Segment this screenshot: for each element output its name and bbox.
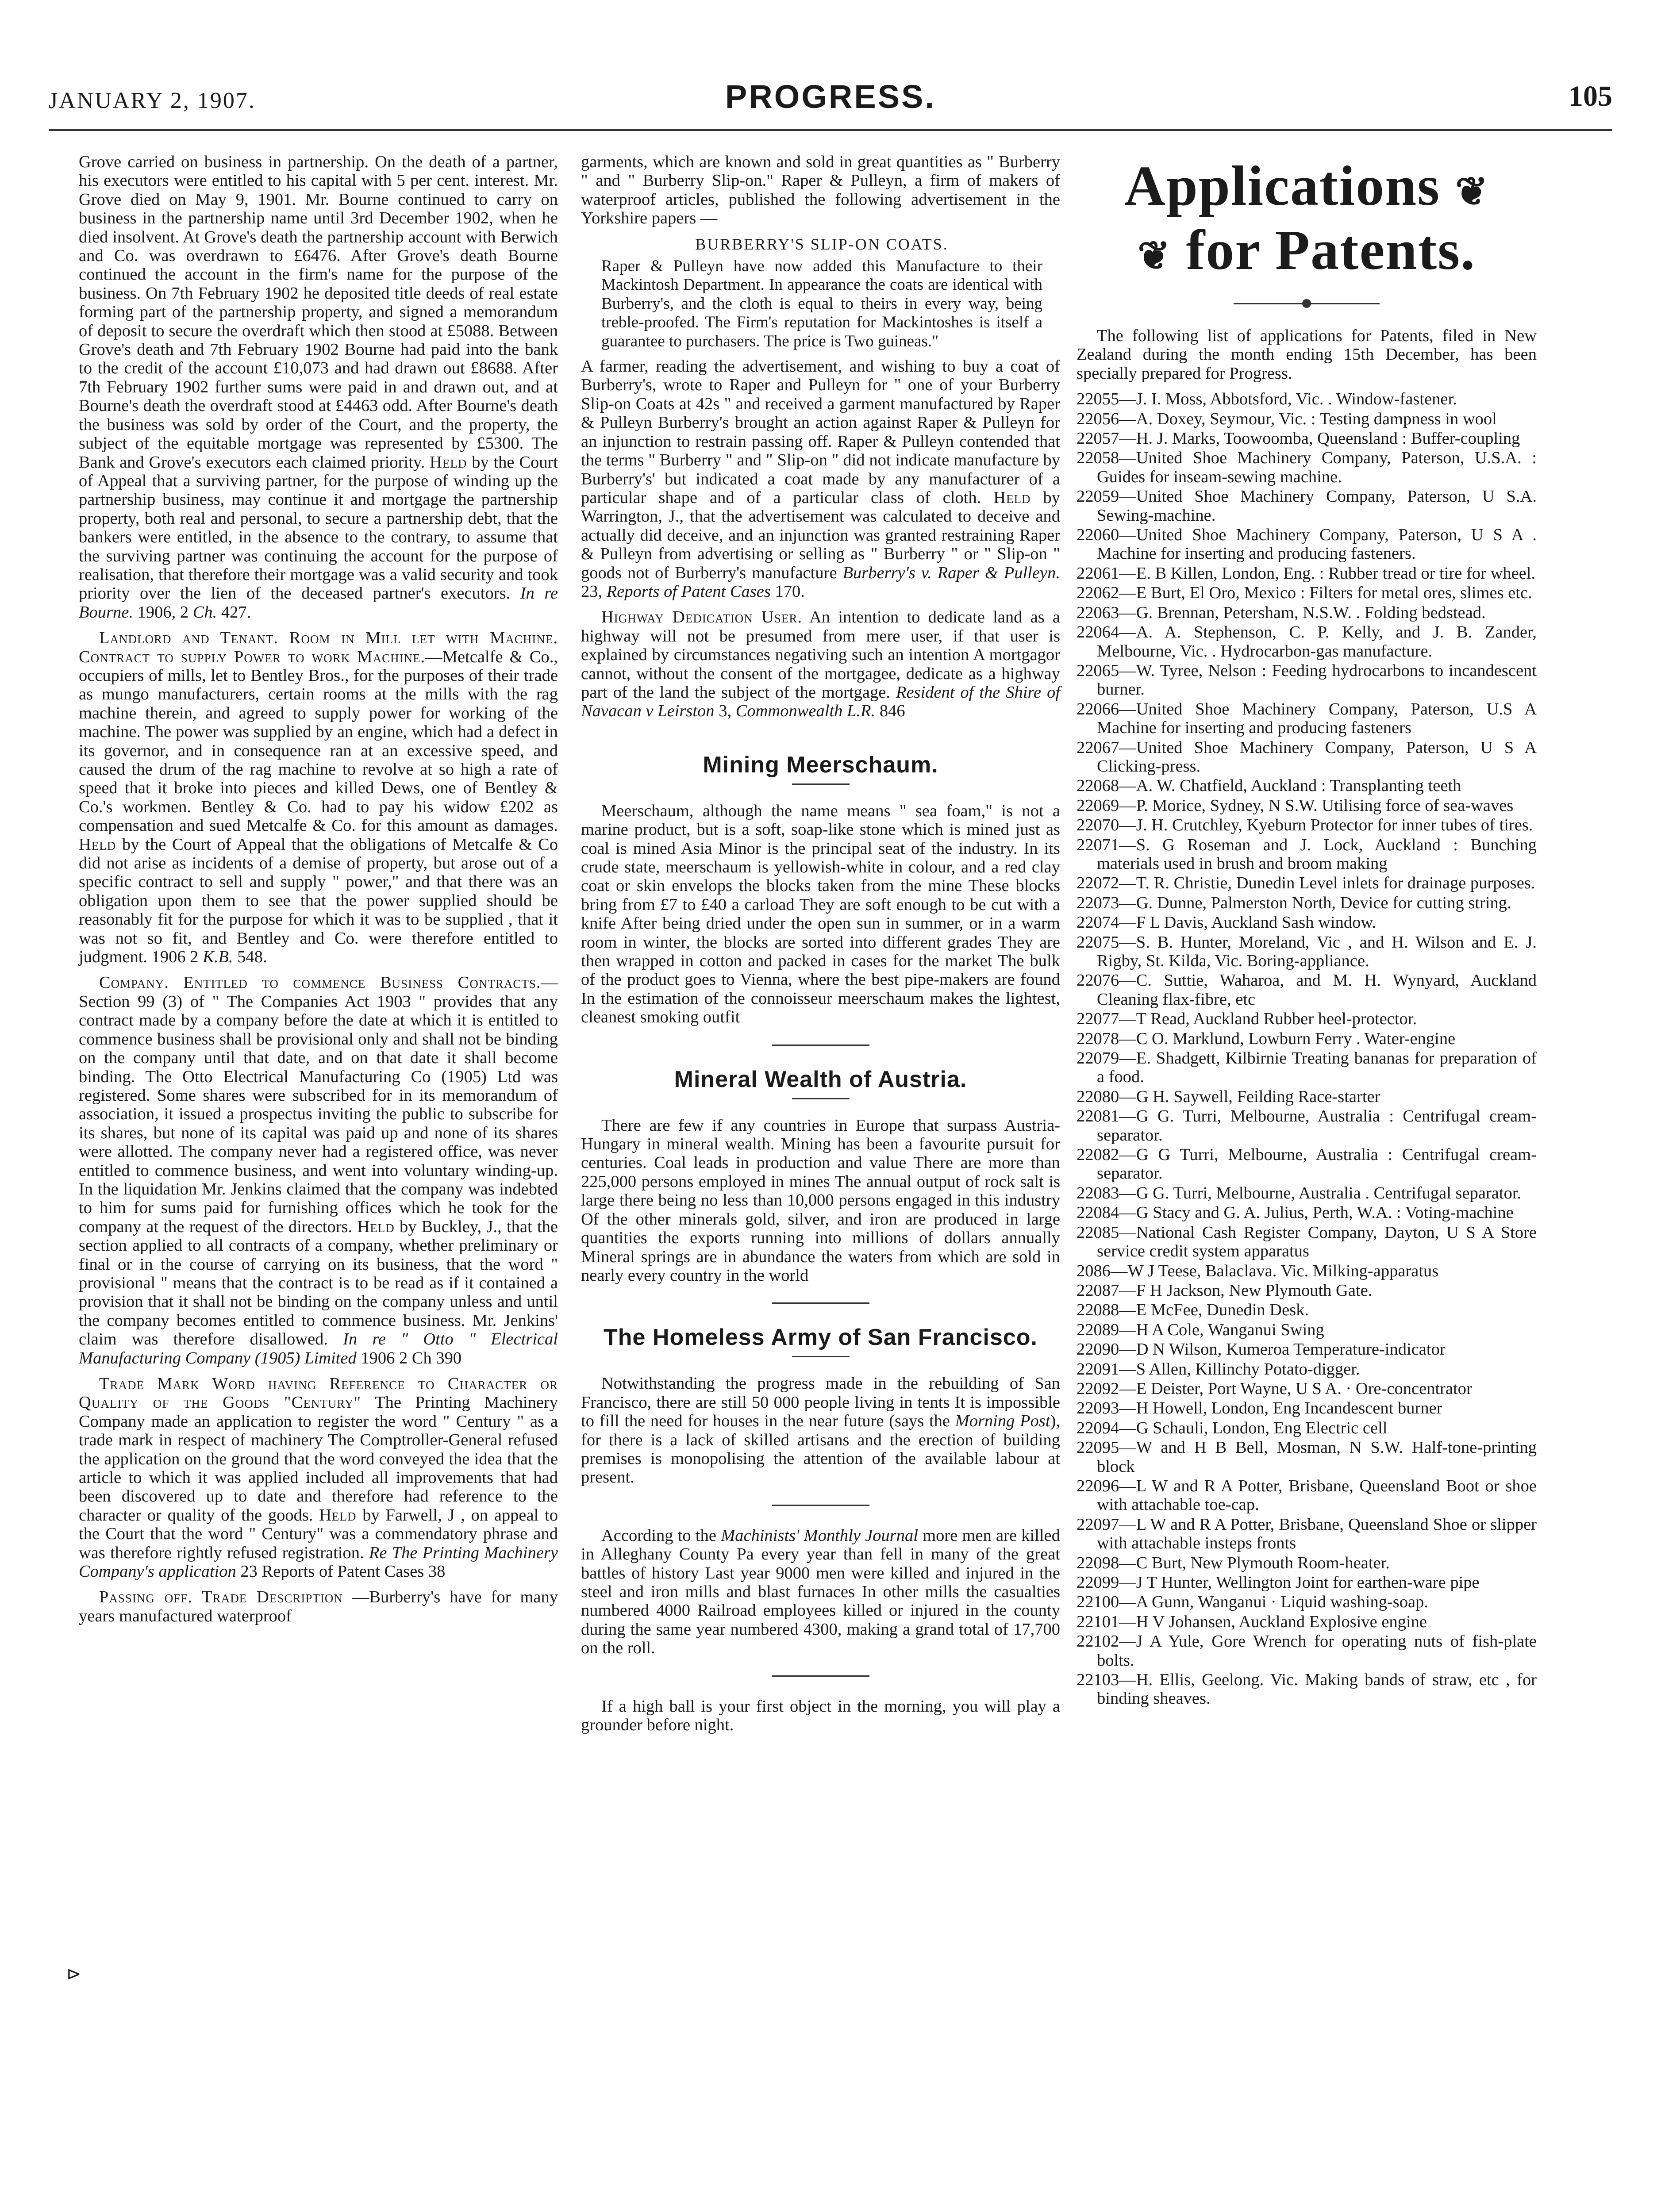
patent-entry: 22078—C O. Marklund, Lowburn Ferry . Water-engine — [1077, 1029, 1456, 1048]
patent-entry: 22098—C Burt, New Plymouth Room-heater. — [1077, 1553, 1390, 1572]
patents-heading-line2: for Patents. — [1186, 219, 1476, 281]
article-burberry: A farmer, reading the advertisement, and wishing to buy a coat of Burberry's, wrote to Raper and Pulleyn for " one of your Burberry Slip-on Coats at 42s " and received a garment manufactured by Raper & Pulleyn Burberry's brought an action against Raper & Pulleyn for an injunction to restrain passing off. Raper & Pulleyn contended that the terms " Burberry " and " Slip-on " did not indicate manufacture by Burberry's' but indicated a coat made by any manufacturer of a particular shape and of a particular class of cloth. Held by Warrington, J., that the advertisement was calculated to deceive and actually did deceive, and an injunction was granted restraining Raper & Pulleyn from advertising or selling as " Burberry " or " Slip-on " goods not of Burberry's manufacture Burberry's v. Raper & Pulleyn. 23, Reports of Patent Cases 170. — [581, 357, 1061, 601]
patent-entry: 22084—G Stacy and G. A. Julius, Perth, W.A. : Voting-machine — [1077, 1203, 1514, 1222]
ornament-icon: ❦ — [1455, 171, 1489, 214]
patent-entry: 22063—G. Brennan, Petersham, N.S.W. . Folding bedstead. — [1077, 603, 1486, 622]
ornament-icon: ❦ — [1137, 235, 1171, 278]
patent-entry: 22076—C. Suttie, Waharoa, and M. H. Wynyard, Auckland Cleaning flax-fibre, etc — [1077, 971, 1537, 1009]
patent-entry: 2086—W J Teese, Balaclava. Vic. Milking-apparatus — [1077, 1261, 1439, 1280]
patent-entry: 22089—H A Cole, Wanganui Swing — [1077, 1320, 1324, 1339]
article-trade-mark: Trade Mark Word having Reference to Character or Quality of the Goods "Century" The Printing Machinery Company made an application to register the word " Century " as a trade mark in respect of machinery The Comptroller-General refused the application on the ground that the word conveyed the idea that the article to which it was applied included all improvements that had been discovered up to date and therefore had reference to the character or quality of the goods. Held by Farwell, J , on appeal to the Court that the word " Century" was a commendatory phrase and was therefore rightly refused registration. Re The Printing Machinery Company's application 23 Reports of Patent Cases 38 — [79, 1375, 558, 1581]
patent-list — [1077, 390, 1537, 1708]
patent-entry: 22081—G G. Turri, Melbourne, Australia : Centrifugal cream-separator. — [1077, 1107, 1537, 1144]
column-right — [1077, 153, 1537, 1709]
patents-heading-rule — [1234, 303, 1380, 304]
patent-entry: 22059—United Shoe Machinery Company, Paterson, U S.A. Sewing-machine. — [1077, 487, 1537, 525]
burberry-advertisement-quote — [601, 235, 1042, 351]
patent-entry: 22055—J. I. Moss, Abbotsford, Vic. . Window-fastener. — [1077, 390, 1457, 409]
patent-entry: 22077—T Read, Auckland Rubber heel-protector. — [1077, 1010, 1417, 1029]
section-rule — [772, 1302, 869, 1304]
column-left — [79, 153, 558, 1632]
patent-entry: 22072—T. R. Christie, Dunedin Level inlets for drainage purposes. — [1077, 874, 1535, 893]
article-homeless-army: Notwithstanding the progress made in the rebuilding of San Francisco, there are still 50 000 people living in tents It is impossible to fill the need for houses in the near future (says the Morning Post), for there is a lack of skilled artisans and the erection of building premises is monopolising the attention of the available labour at present. — [581, 1374, 1060, 1487]
patent-entry: 22094—G Schauli, London, Eng Electric cell — [1077, 1418, 1388, 1437]
patent-entry: 22056—A. Doxey, Seymour, Vic. : Testing dampness in wool — [1077, 409, 1497, 428]
patent-entry: 22074—F L Davis, Auckland Sash window. — [1077, 913, 1376, 932]
patent-entry: 22099—J T Hunter, Wellington Joint for earthen-ware pipe — [1077, 1573, 1480, 1592]
patent-entry: 22091—S Allen, Killinchy Potato-digger. — [1077, 1359, 1360, 1379]
patent-entry: 22070—J. H. Crutchley, Kyeburn Protector for inner tubes of tires. — [1077, 816, 1533, 835]
patent-entry: 22060—United Shoe Machinery Company, Paterson, U S A . Machine for inserting and producing fasteners. — [1077, 526, 1537, 563]
patent-entry: 22093—H Howell, London, Eng Incandescent burner — [1077, 1399, 1442, 1418]
patent-entry: 22071—S. G Roseman and J. Lock, Auckland : Bunching materials used in brush and broom making — [1077, 835, 1537, 873]
section-rule — [772, 1045, 869, 1046]
patent-entry: 22075—S. B. Hunter, Moreland, Vic , and H. Wilson and E. J. Rigby, St. Kilda, Vic. Boring-appliance. — [1077, 933, 1537, 970]
margin-mark: ⊳ — [66, 1964, 81, 1984]
section-rule — [772, 1505, 869, 1506]
article-machinists: According to the Machinists' Monthly Journal more men are killed in Alleghany County Pa every year than fell in many of the great battles of history Last year 9000 men were killed and injured in the steel and iron mills and blast furnaces In other mills the casualties numbered 4000 Railroad employees killed or injured in the county during the same year numbered 4300, making a grand total of 17,700 on the roll. — [581, 1526, 1060, 1658]
patent-entry: 22101—H V Johansen, Auckland Explosive engine — [1077, 1612, 1427, 1631]
patent-entry: 22085—National Cash Register Company, Dayton, U S A Store service credit system apparatus — [1077, 1223, 1537, 1261]
patent-entry: 22096—L W and R A Potter, Brisbane, Queensland Boot or shoe with attachable toe-cap. — [1077, 1476, 1537, 1514]
patent-entry: 22067—United Shoe Machinery Company, Paterson, U S A Clicking-press. — [1077, 738, 1537, 776]
quote-heading: BURBERRY'S SLIP-ON COATS. — [695, 235, 949, 253]
page-number: 105 — [1569, 80, 1612, 112]
patent-entry: 22092—E Deister, Port Wayne, U S A. · Ore-concentrator — [1077, 1379, 1472, 1398]
heading-rule — [792, 783, 850, 785]
patents-intro: The following list of applications for Patents, filed in New Zealand during the month ending 15th December, has been specially prepared for Progress. — [1077, 326, 1537, 383]
column-middle — [581, 153, 1060, 1741]
article-mineral-wealth: There are few if any countries in Europe that surpass Austria-Hungary in mineral wealth. Mining has been a favourite pursuit for centuries. Coal leads in production and value There are more than 225,000 persons employed in mines The annual output of rock salt is large there being no less than 10,000 persons engaged in this industry Of the other minerals gold, silver, and iron are produced in large quantities the exports running into millions of dollars annually Mineral springs are in abundance the waters from which are sold in nearly every country in the world — [581, 1116, 1060, 1285]
patents-heading — [1077, 154, 1537, 285]
patent-entry: 22057—H. J. Marks, Toowoomba, Queensland : Buffer-coupling — [1077, 429, 1520, 448]
heading-rule — [792, 1098, 850, 1099]
patent-entry: 22064—A. A. Stephenson, C. P. Kelly, and J. B. Zander, Melbourne, Vic. . Hydrocarbon-gas manufacture. — [1077, 623, 1537, 661]
patent-entry: 22069—P. Morice, Sydney, N S.W. Utilising force of sea-waves — [1077, 796, 1514, 815]
article-mining-meerschaum: Meerschaum, although the name means " sea foam," is not a marine product, but is a soft, soap-like stone which is mined just as coal is mined Asia Minor is the principal seat of the industry. In its crude state, meerschaum is yellowish-white in colour, and a red clay coat or skin envelops the blocks taken from the mine These blocks bring from £7 to £40 a carload They are soft enough to be cut with a knife After being dried under the open sun in summer, or in a warm room in winter, the blocks are sorted into different grades They are then wrapped in cotton and packed in cases for the market The bulk of the product goes to Vienna, where the best pipe-makers are found In the estimation of the connoisseur meerschaum makes the lightest, cleanest smoking outfit — [581, 801, 1060, 1027]
patents-heading-line1: Applications — [1124, 154, 1441, 217]
article-highway: Highway Dedication User. An intention to dedicate land as a highway will not be presumed from mere user, if that user is explained by circumstances negativing such an intention A mortgagor cannot, without the consent of the mortgagee, dedicate as a highway part of the land the subject of the mortgage. Resident of the Shire of Navacan v Leirston 3, Commonwealth L.R. 846 — [581, 608, 1061, 721]
article-burberry-intro: garments, which are known and sold in great quantities as " Burberry " and " Burberry Slip-on." Raper & Pulleyn, a firm of makers of waterproof articles, published the following advertisement in the Yorkshire papers — — [581, 153, 1060, 228]
patent-entry: 22058—United Shoe Machinery Company, Paterson, U.S.A. : Guides for inseam-sewing machine. — [1077, 449, 1537, 486]
patent-entry: 22065—W. Tyree, Nelson : Feeding hydrocarbons to incandescent burner. — [1077, 661, 1537, 699]
section-rule — [772, 1675, 869, 1677]
masthead-rule — [49, 129, 1612, 131]
patent-entry: 22087—F H Jackson, New Plymouth Gate. — [1077, 1281, 1373, 1300]
patent-entry: 22062—E Burt, El Oro, Mexico : Filters for metal ores, slimes etc. — [1077, 584, 1532, 603]
patent-entry: 22090—D N Wilson, Kumeroa Temperature-indicator — [1077, 1340, 1446, 1359]
publication-title: PROGRESS. — [725, 78, 936, 115]
quote-body: Raper & Pulleyn have now added this Manufacture to their Mackintosh Department. In appearance the coats are identical with Burberry's, and the cloth is equal to theirs in every way, being treble-proofed. The Firm's reputation for Mackintoshes is itself a guarantee to purchasers. The price is Two guineas." — [601, 257, 1042, 350]
heading-mining-meerschaum: Mining Meerschaum. — [703, 752, 938, 778]
article-landlord-tenant: Landlord and Tenant. Room in Mill let with Machine. Contract to supply Power to work Machine.—Metcalfe & Co., occupiers of mills, let to Bentley Bros., for the purposes of their trade as mungo manufacturers, certain rooms at the mills with the rag machine therein, and agreed to supply power for working of the machine. The power was supplied by an engine, which had a defect in its governor, and in consequence ran at an excessive speed, and caused the drum of the rag machine to revolve at so high a rate of speed that it broke into pieces and killed Dews, one of Bentley & Co.'s workmen. Bentley & Co. had to pay his widow £202 as compensation and sued Metcalfe & Co. for this amount as damages. Held by the Court of Appeal that the obligations of Metcalfe & Co did not arise as incidents of a demise of property, but arose out of a specific contract to sell and supply " power," and that there was an obligation upon them to see that the power supplied should be reasonably fit for the purpose for which it was to be supplied , that it was not so fit, and Bentley and Co. were therefore entitled to judgment. 1906 2 K.B. 548. — [79, 629, 558, 967]
patent-entry: 22061—E. B Killen, London, Eng. : Rubber tread or tire for wheel. — [1077, 564, 1536, 583]
patent-entry: 22103—H. Ellis, Geelong. Vic. Making bands of straw, etc , for binding sheaves. — [1077, 1671, 1537, 1708]
patent-entry: 22083—G G. Turri, Melbourne, Australia . Centrifugal separator. — [1077, 1183, 1522, 1202]
article-company: Company. Entitled to commence Business Contracts.—Section 99 (3) of " The Companies Act 1903 " provides that any contract made by a company before the date at which it is entitled to commence business shall be provisional only and shall not be binding on the company until that date, and on that date it shall become binding. The Otto Electrical Manufacturing Co (1905) Ltd was registered. Some shares were subscribed for in its memorandum of association, it issued a prospectus inviting the public to subscribe for its shares, but none of its capital was paid up and none of its shares were allotted. The company never had a registered office, was never entitled to commence business, and went into voluntary winding-up. In the liquidation Mr. Jenkins claimed that the company was indebted to him for sums paid for furnishing offices which he took for the company at the request of the directors. Held by Buckley, J., that the section applied to all contracts of a company, whether preliminary or final or in the course of carrying on its business, that the word " provisional " means that the contract is to be read as if it contained a provision that it shall not be binding on the company unless and until the company becomes entitled to commence business. Mr. Jenkins' claim was therefore disallowed. In re " Otto " Electrical Manufacturing Company (1905) Limited 1906 2 Ch 390 — [79, 973, 558, 1367]
patent-entry: 22080—G H. Saywell, Feilding Race-starter — [1077, 1087, 1380, 1106]
patent-entry: 22079—E. Shadgett, Kilbirnie Treating bananas for preparation of a food. — [1077, 1049, 1537, 1087]
article-high-ball: If a high ball is your first object in the morning, you will play a grounder before night. — [581, 1697, 1060, 1734]
patent-entry: 22066—United Shoe Machinery Company, Paterson, U.S A Machine for inserting and producing fasteners — [1077, 699, 1537, 737]
patent-entry: 22073—G. Dunne, Palmerston North, Device for cutting string. — [1077, 893, 1511, 912]
patent-entry: 22088—E McFee, Dunedin Desk. — [1077, 1301, 1309, 1320]
issue-date: JANUARY 2, 1907. — [49, 88, 256, 113]
patent-entry: 22068—A. W. Chatfield, Auckland : Transplanting teeth — [1077, 776, 1461, 795]
patent-entry: 22095—W and H B Bell, Mosman, N S.W. Half-tone-printing block — [1077, 1438, 1537, 1476]
patent-entry: 22100—A Gunn, Wanganui · Liquid washing-soap. — [1077, 1593, 1428, 1612]
patent-entry: 22082—G G Turri, Melbourne, Australia : Centrifugal cream-separator. — [1077, 1145, 1537, 1183]
article-passing-off: Passing off. Trade Description —Burberry's have for many years manufactured waterproof — [79, 1588, 558, 1625]
article-bourne: Grove carried on business in partnership. On the death of a partner, his executors were entitled to his capital with 5 per cent. interest. Mr. Grove died on May 9, 1901. Mr. Bourne continued to carry on business in the partnership name until 3rd December 1902, when he died insolvent. At Grove's death the partnership account with Berwich and Co. was overdrawn to £6476. After Grove's death Bourne continued the account in the firm's name for the purpose of the business. On 7th February 1902 he deposited title deeds of real estate forming part of the partnership property, and signed a memorandum of deposit to secure the overdraft which then stood at £5088. Between Grove's death and 7th February 1902 Bourne had paid into the bank to the credit of the account £10,073 and had drawn out £8688. After 7th February 1902 further sums were paid in and drawn out, and at Bourne's death the overdraft stood at £4463 odd. After Bourne's death the business was sold by order of the Court, and the property, the subject of the equitable mortgage was represented by £5300. The Bank and Grove's executors each claimed priority. Held by the Court of Appeal that a surviving partner, for the purpose of winding up the partnership business, may continue it and mortgage the partnership property, both real and personal, to secure a partnership debt, that the bankers were entitled, in the absence to the contrary, to assume that the surviving partner was continuing the account for the purpose of realisation, that therefore their mortgage was a valid security and took priority over the lien of the deceased partner's executors. In re Bourne. 1906, 2 Ch. 427. — [79, 153, 558, 622]
patent-entry: 22097—L W and R A Potter, Brisbane, Queensland Shoe or slipper with attachable insteps fronts — [1077, 1515, 1537, 1553]
heading-mineral-wealth: Mineral Wealth of Austria. — [674, 1066, 967, 1092]
patent-entry: 22102—J A Yule, Gore Wrench for operating nuts of fish-plate bolts. — [1077, 1632, 1537, 1670]
heading-homeless-army: The Homeless Army of San Francisco. — [604, 1325, 1038, 1351]
masthead — [49, 75, 1612, 124]
heading-rule — [792, 1356, 850, 1357]
